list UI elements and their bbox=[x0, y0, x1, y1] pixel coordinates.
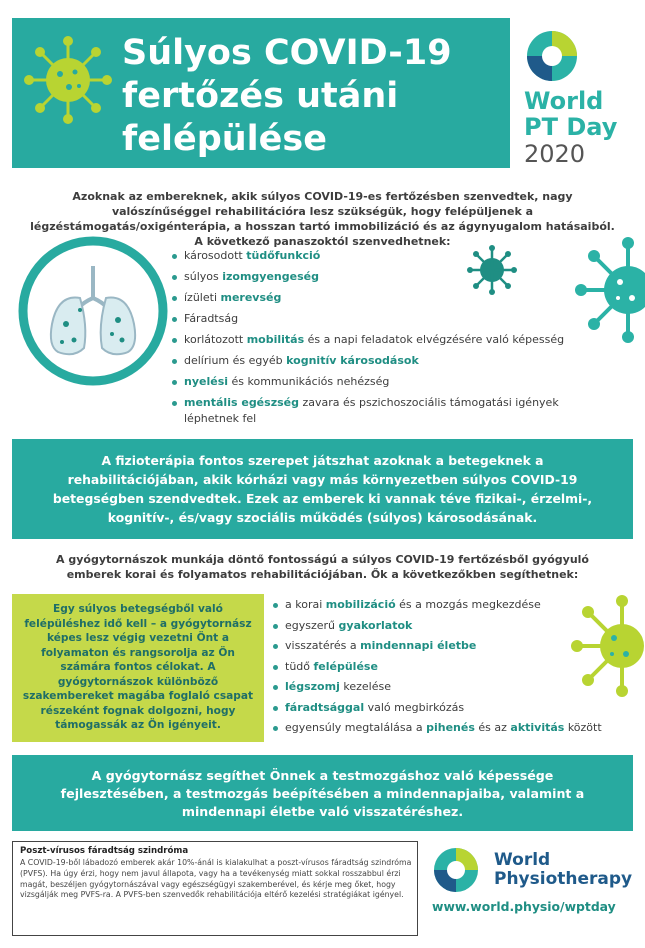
pvfs-title: Poszt-vírusos fáradtság szindróma bbox=[20, 846, 189, 856]
symptom-text: károsodott bbox=[184, 249, 247, 262]
virus-icon bbox=[466, 244, 518, 296]
help-text: a korai bbox=[285, 598, 326, 611]
help-text: és a mozgás megkezdése bbox=[395, 598, 541, 611]
list-item bbox=[172, 329, 592, 350]
symptom-text: delírium és egyéb bbox=[184, 354, 287, 367]
list-item bbox=[273, 718, 633, 739]
symptom-highlight: nyelési bbox=[184, 375, 229, 388]
symptom-highlight: mentális egészség bbox=[184, 396, 299, 409]
title-line: felépülése bbox=[122, 119, 327, 159]
help-highlight: felépülése bbox=[313, 659, 378, 673]
recovery-time-callout bbox=[12, 594, 264, 742]
symptoms-list bbox=[172, 245, 592, 435]
page-title bbox=[122, 32, 482, 161]
pvfs-text: A COVID-19-ből lábadozó emberek akár 10%-ánál is kialakulhat a poszt-vírusos fáradtság szindróma (PVFS). Ha úgy érzi, hogy nem javul állapota, vagy ha a tevékenység miatt sokkal rosszabbul érzi magát, beszéljen gyógytornászával vagy egészségügyi szakemberével, és kérje meg őket, hogy vizsgálják meg PVFS-ra. A PVFS-ben szenvedők rehabilitációja eltérő kezelési stratégiákat igényel. bbox=[20, 858, 412, 900]
list-item bbox=[172, 266, 592, 287]
org-line: World bbox=[494, 850, 551, 870]
brand-line: PT Day bbox=[524, 113, 618, 141]
help-highlight: mobilizáció bbox=[325, 598, 396, 611]
callout-text: Egy súlyos betegségből való felépüléshez idő kell – a gyógytornász képes lesz végig vezetni Önt a folyamaton és rangsorolja az Ön számára fontos célokat. A gyógytornászok különböző szakembereket magába foglaló csapat részeként fognak dolgozni, hogy támogassák az Ön igényeit. bbox=[22, 603, 254, 731]
help-text: való megbirkózás bbox=[364, 700, 465, 714]
banner-text: A gyógytornász segíthet Önnek a testmozgáshoz való képessége fejlesztésében, a testmozgás beépítésében a mindennapjaiba, valamint a mindennapi életbe való visszatéréshez. bbox=[60, 768, 585, 819]
symptom-text: zavara és pszichoszociális támogatási igények léphetnek fel bbox=[184, 396, 559, 425]
help-text: között bbox=[564, 721, 602, 734]
symptom-highlight: merevség bbox=[220, 291, 282, 304]
list-item bbox=[172, 308, 592, 329]
symptom-highlight: izomgyengeség bbox=[222, 270, 319, 283]
help-text: egyensúly megtalálása a bbox=[285, 721, 427, 734]
help-text: egyszerű bbox=[285, 618, 339, 632]
world-physiotherapy-wordmark bbox=[494, 851, 632, 889]
help-highlight: fáradtsággal bbox=[285, 700, 365, 714]
title-line: Súlyos COVID-19 bbox=[122, 33, 452, 73]
symptom-highlight: mobilitás bbox=[246, 333, 305, 346]
symptom-text: és a napi feladatok elvégzésére való képesség bbox=[304, 333, 565, 346]
help-text: és az bbox=[474, 721, 511, 734]
physiotherapist-role-paragraph: A gyógytornászok munkája döntő fontosságú a súlyos COVID-19 fertőzésből gyógyuló emberek korai és folyamatos rehabilitációjában. Ők a következőkben segíthetnek: bbox=[56, 553, 589, 581]
website-link[interactable]: www.world.physio/wptday bbox=[432, 899, 616, 914]
symptom-text: korlátozott bbox=[184, 333, 247, 346]
symptom-text: ízületi bbox=[184, 291, 221, 304]
help-highlight: gyakorlatok bbox=[338, 618, 413, 632]
world-physiotherapy-emblem-icon bbox=[433, 847, 487, 893]
symptom-text: súlyos bbox=[184, 270, 223, 283]
exercise-banner bbox=[12, 755, 633, 831]
org-line: Physiotherapy bbox=[494, 869, 633, 889]
list-item bbox=[172, 392, 592, 435]
help-highlight: aktivitás bbox=[510, 721, 565, 734]
intro-paragraph: Azoknak az embereknek, akik súlyos COVID-19-es fertőzésben szenvedtek, nagy valószínűséggel rehabilitációra lesz szükségük, hogy felépüljenek a légzéstámogatás/oxigénterápia, a hosszan tartó immobilizáció és az ágynyugalom hatásaiból. A következő panaszoktól szenvedhetnek: bbox=[30, 190, 615, 248]
list-item bbox=[172, 245, 592, 266]
help-highlight: mindennapi életbe bbox=[360, 639, 477, 652]
title-line: fertőzés utáni bbox=[122, 76, 399, 116]
symptom-text: és kommunikációs nehézség bbox=[228, 375, 390, 388]
brand-year: 2020 bbox=[524, 140, 586, 168]
list-item bbox=[172, 371, 592, 392]
symptom-highlight: kognitív károsodások bbox=[286, 354, 419, 367]
help-text: kezelése bbox=[339, 680, 391, 693]
virus-icon bbox=[574, 236, 645, 344]
physiotherapy-role-banner bbox=[12, 439, 633, 539]
virus-icon bbox=[22, 34, 114, 126]
symptom-highlight: tüdőfunkció bbox=[246, 249, 321, 262]
list-item bbox=[172, 287, 592, 308]
help-highlight: pihenés bbox=[426, 721, 475, 734]
world-pt-day-wordmark bbox=[524, 88, 617, 140]
list-item bbox=[273, 698, 633, 719]
banner-text: A fizioterápia fontos szerepet játszhat azoknak a betegeknek a rehabilitációjában, akik kórházi vagy más környezetben súlyos COVID-19 betegségben szendvedtek. Ezek az emberek ki vannak téve fizikai-, érzelmi-, kognitív-, és/vagy szociális működés (súlyos) károsodásának. bbox=[52, 453, 593, 525]
help-highlight: légszomj bbox=[285, 680, 340, 693]
help-text: tüdő bbox=[285, 659, 314, 673]
lungs-illustration bbox=[18, 236, 168, 386]
symptom-text: Fáradtság bbox=[184, 312, 239, 325]
brand-line: World bbox=[524, 87, 604, 115]
help-text: visszatérés a bbox=[285, 639, 361, 652]
list-item bbox=[172, 350, 592, 371]
virus-icon bbox=[568, 594, 645, 698]
world-pt-day-emblem-icon bbox=[526, 30, 578, 82]
